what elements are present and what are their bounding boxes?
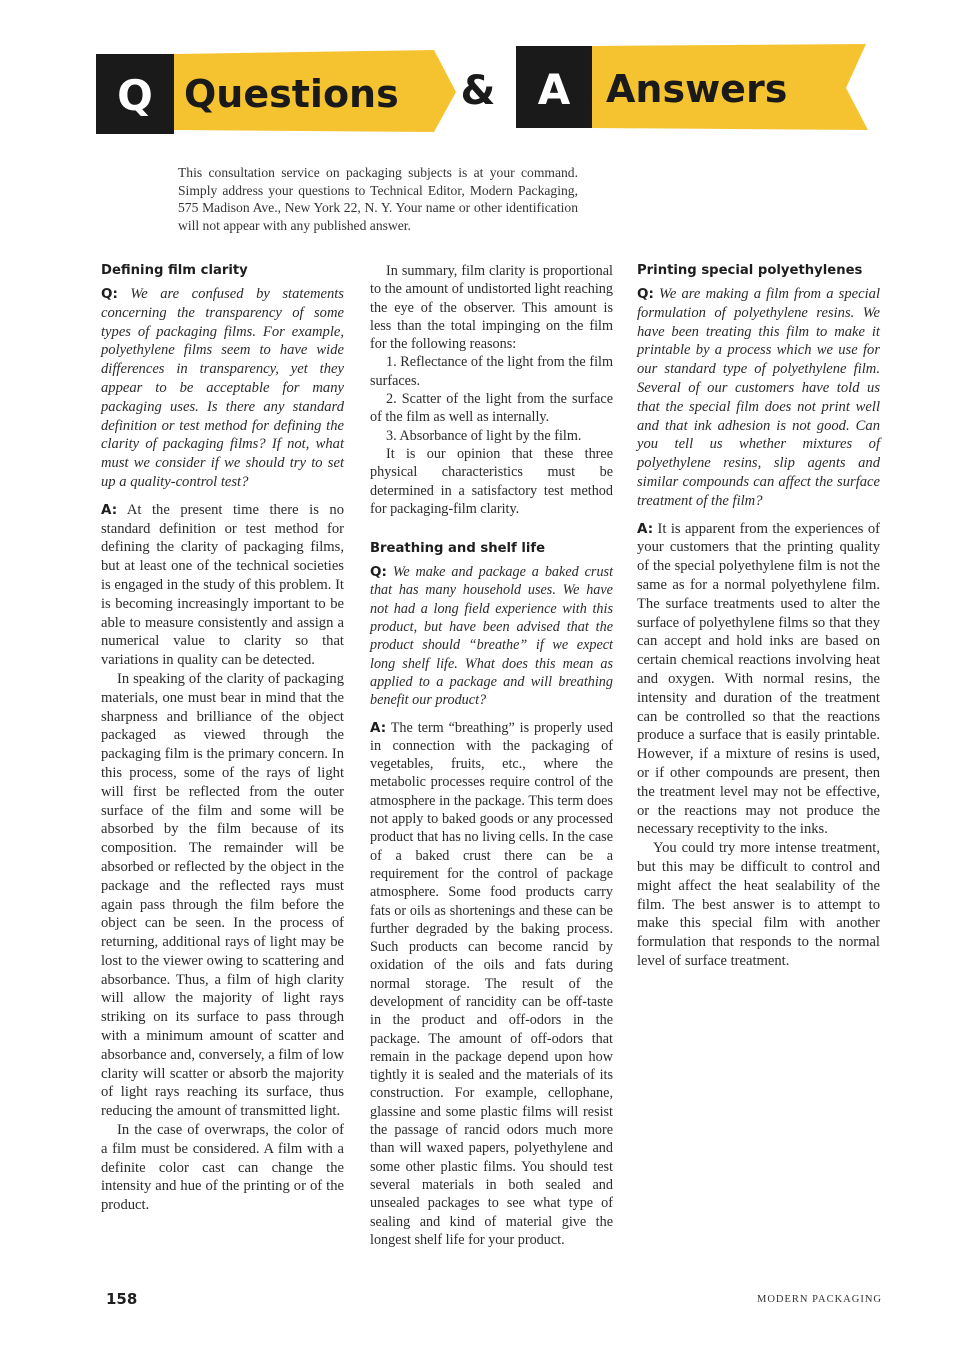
column-3: [637, 262, 880, 971]
question-film-clarity: [101, 285, 344, 492]
reason-1: 1. Reflectance of the light from the film surfaces.: [370, 354, 613, 389]
q-label: Q:: [370, 564, 387, 581]
question-shelf-life: [370, 563, 613, 709]
answer-text: The term “breathing” is properly used in connection with the packaging of vegetables, fruits, etc., where the metabolic processes require control of the atmosphere in the package. This term does not apply to baked goods or any processed product that has no living cells. In the case of a baked crust there can be a requirement for the control of package atmosphere. Some food products carry fats or oils as shortenings and these can be further degraded by the baking process. Such products can become rancid by oxidation of the oils and fats during normal storage. The result of the development of rancidity can be off-taste in the product and off-odors in the package. The amount of off-odors that remain in the package depend upon how tightly it is sealed and the materials of its construction. For example, cellophane, glassine and some plastic films will resist the passage of rancid odors much more than will waxed papers, polyethylene and some other plastic films. You should test several materials in both sealed and unsealed packages to see what type of sealing and kind of material give the longest shelf life for your product.: [370, 719, 613, 1248]
section-title-film-clarity: Defining film clarity: [101, 263, 248, 278]
question-text: We make and package a baked crust that has many household uses. We have not had a long field experience with this product, but have been advised that the product should “breathe” if we expect long shelf life. What does this mean as applied to a package and will breathing benefit our product?: [370, 564, 614, 709]
questions-word: Questions: [184, 72, 399, 116]
paragraph-start: In the case of overwraps, the color of a film must be considered. A film with a definite color cast can change the intensity and hue of the printing or of the product.: [101, 1122, 344, 1214]
column-1: [101, 262, 344, 1215]
a-label: A:: [101, 501, 118, 518]
a-label: A:: [370, 719, 387, 736]
a-label: A:: [637, 520, 654, 537]
page-number: 158: [106, 1290, 138, 1308]
reason-3: 3. Absorbance of light by the film.: [386, 427, 582, 444]
paragraph: In speaking of the clarity of packaging materials, one must bear in mind that the sharpness and brilliance of the object packaged as viewed through the packaging film is the primary concern. In this process, some of the rays of light will first be reflected from the outer surface of the film and some will be absorbed by the film because of its composition. The remainder will be absorbed or reflected by the object in the package and the reflected rays must again pass through the film before the object can be seen. In the process of returning, additional rays of light may be lost to the viewer owing to scattering and absorbance. Thus, a film of high clarity will allow the majority of light rays striking on its surface to pass through with a minimum amount of scatter and absorbance and, conversely, a film of low clarity will scatter or absorb the majority of light rays reaching its surface, thus reducing the amount of transmitted light.: [101, 670, 345, 1120]
ampersand: &: [460, 68, 496, 114]
reason-2: 2. Scatter of the light from the surface of the film as well as internally.: [370, 391, 613, 426]
q-label: Q:: [101, 286, 118, 302]
q-label: Q:: [637, 286, 654, 302]
answer-film-clarity: [101, 501, 344, 670]
paragraph: You could try more intense treatment, but this may be difficult to control and might affect the heat sealability of the film. The best answer is to attempt to make this special film with another formulation that responds to the normal level of surface treatment.: [637, 840, 880, 969]
section-title-polyethylenes: Printing special polyethylenes: [637, 263, 863, 278]
column-2: [370, 262, 613, 1249]
paragraph: In summary, film clarity is proportional to the amount of undistorted light reaching the eye of the observer. This amount is less than the total impinging on the film for the following reasons:: [370, 263, 613, 353]
answers-word: Answers: [606, 67, 788, 111]
question-text: We are confused by statements concerning the transparency of some types of packaging films. For example, polyethylene films seem to have wide differences in transparency, yet they appear to be acceptable for many packaging uses. Is there any standard definition or test method for defining the clarity of packaging films? If not, what must we consider if we should try to set up a quality-control test?: [101, 286, 344, 490]
publication-footer: MODERN PACKAGING: [757, 1294, 882, 1305]
answer-polyethylenes: [637, 520, 880, 840]
paragraph: It is our opinion that these three physical characteristics must be determined in a satisfactory test method for packaging-film clarity.: [370, 445, 613, 517]
question-polyethylenes: [637, 285, 880, 511]
answer-shelf-life: [370, 719, 613, 1250]
section-title-shelf-life: Breathing and shelf life: [370, 541, 546, 557]
a-letter: A: [537, 65, 571, 114]
questions-answers-banner: [96, 44, 876, 140]
question-text: We are making a film from a special formulation of polyethylene resins. We have been treating this film to make it printable by a process which we use for our standard type of polyethylene film. Several of our customers have told us that the special film does not print well and that ink adhesion is not good. Can you tell us whether mixtures of polyethylene resins, slip agents and similar compounds can affect the surface treatment of the film?: [637, 286, 880, 509]
answer-text: It is apparent from the experiences of your customers that the printing quality of the special polyethylene film is not the same as for a normal polyethylene film. The surface treatments used to alter the surface of polyethylene films so that they can accept and hold inks are based on certain chemical reactions involving heat and oxygen. With normal resins, the intensity and duration of the treatment can be controlled so that the reactions produce a surface that is easily printable. However, if a mixture of resins is used, or if other compounds are present, then the treatment level may not be effective, or the reactions may not produce the necessary receptivity to the inks.: [637, 520, 880, 838]
answer-text: At the present time there is no standard definition or test method for defining the clarity of packaging films, but at least one of the technical societies is engaged in the study of this problem. It is becoming increasingly important to be able to measure consistently and assign a numerical value to clarity so that variations in quality can be detected.: [101, 501, 345, 669]
intro-text: This consultation service on packaging subjects is at your command. Simply address your questions to Technical Editor, Modern Packaging, 575 Madison Ave., New York 22, N. Y. Your name or other identification will not appear with any published answer.: [178, 165, 578, 233]
paragraph: [101, 1121, 344, 1215]
q-letter: Q: [117, 71, 153, 120]
